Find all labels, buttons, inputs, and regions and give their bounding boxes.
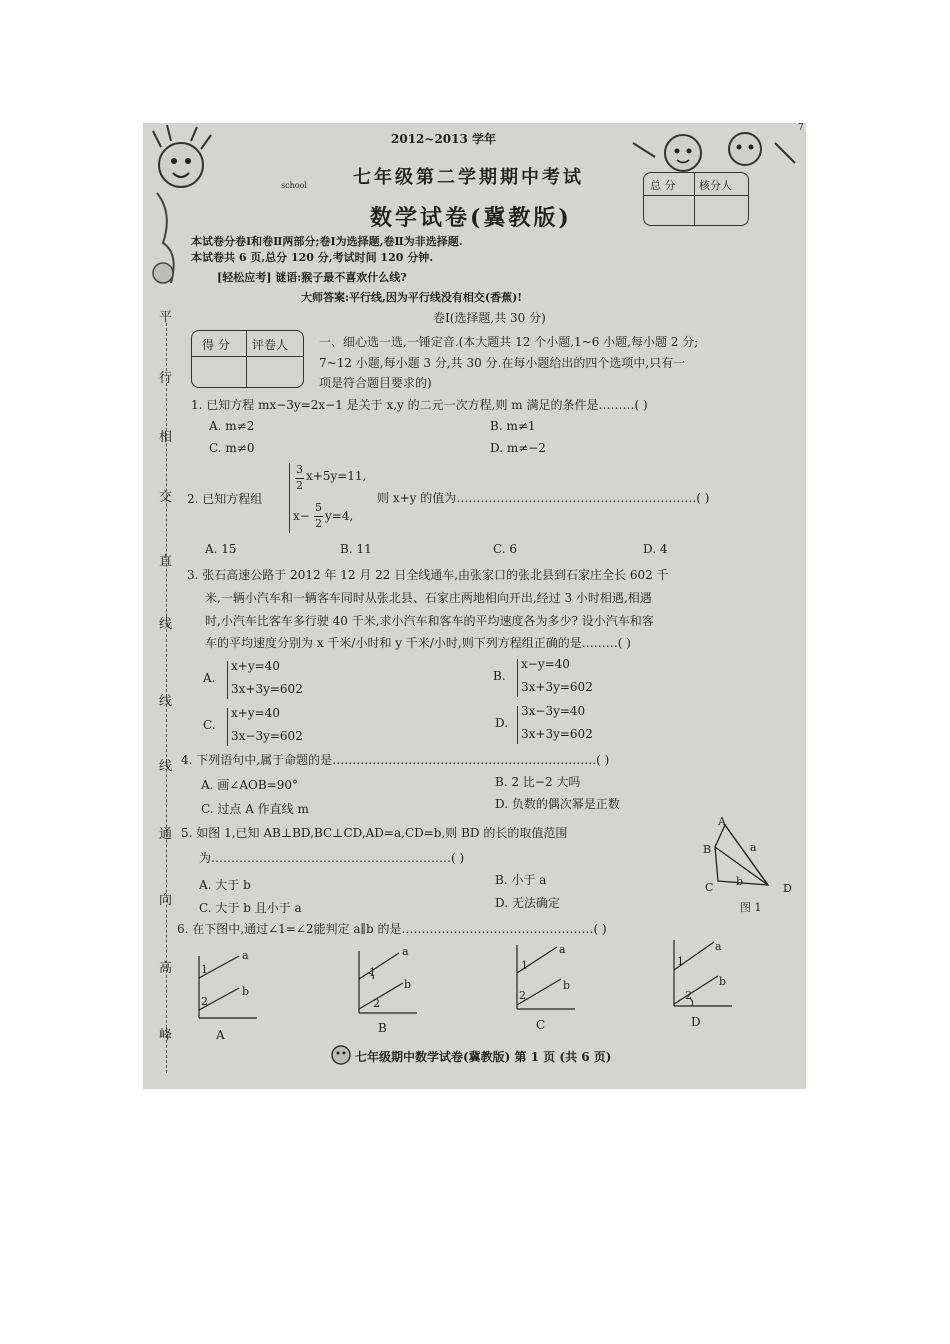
q6a-angle-1: 1: [201, 963, 208, 976]
q3-option-d-eq2: 3x+3y=602: [521, 727, 593, 741]
fig1-label-b-point: B: [703, 843, 712, 856]
fig1-label-a-side: a: [750, 841, 757, 854]
q3-line-4: 车的平均速度分别为 x 千米/小时和 y 千米/小时,则下列方程组正确的是………( ): [205, 636, 631, 650]
side-char-12: 峰: [159, 1028, 173, 1043]
q2-eq1-rest: x+5y=11,: [306, 469, 367, 483]
total-score-cell[interactable]: [645, 197, 693, 223]
grader-box: [191, 330, 304, 388]
q6b-angle-1: 1: [369, 966, 376, 979]
fig1-label-d-point: D: [783, 882, 792, 895]
side-char-9: 通: [159, 827, 173, 842]
q3-option-d-brace: [517, 706, 518, 744]
q2-prefix: 2. 已知方程组: [187, 492, 263, 506]
q6-diagram-a: [193, 948, 263, 1020]
q6-option-b[interactable]: B: [378, 1021, 387, 1035]
q6d-line-a: a: [715, 940, 722, 953]
total-score-table: [643, 172, 749, 226]
q3-option-d-eq1: 3x−3y=40: [521, 704, 586, 718]
checker-cell[interactable]: [696, 197, 746, 223]
q2-option-b[interactable]: B. 11: [340, 542, 372, 556]
q4-stem: 4. 下列语句中,属于命题的是…………………………………………………………( ): [181, 753, 610, 767]
q6d-angle-1: 1: [677, 955, 684, 968]
exam-page: [143, 123, 806, 1089]
grader-score-cell[interactable]: [193, 358, 245, 385]
q6c-angle-1: 1: [521, 959, 528, 972]
fig1-label-b-side: b: [736, 875, 744, 888]
q3-option-a-brace: [227, 661, 228, 699]
q2-option-c[interactable]: C. 6: [493, 542, 518, 556]
exam-subtitle: 数学试卷(冀教版): [370, 205, 572, 231]
q2-eq2-num: 5: [315, 501, 322, 514]
q6c-line-a: a: [559, 943, 566, 956]
fig1-label-c-point: C: [705, 881, 714, 894]
q1-option-b[interactable]: B. m≠1: [490, 419, 536, 433]
q1-stem: 1. 已知方程 mx−3y=2x−1 是关于 x,y 的二元一次方程,则 m 满足的条件是………( ): [191, 398, 648, 412]
part1-line-2: 7~12 小题,每小题 3 分,共 30 分.在每小题给出的四个选项中,只有一: [319, 356, 686, 370]
q1-option-a[interactable]: A. m≠2: [209, 419, 255, 433]
q6a-line-a: a: [242, 949, 249, 962]
q2-option-d[interactable]: D. 4: [643, 542, 668, 556]
footer-mascot-icon: [329, 1043, 353, 1067]
grader-score-label: 得 分: [202, 338, 230, 352]
q6a-angle-2: 2: [201, 995, 208, 1008]
total-score-label: 总 分: [650, 179, 676, 192]
intro-line-1: 本试卷分卷Ⅰ和卷Ⅱ两部分;卷Ⅰ为选择题,卷Ⅱ为非选择题.: [191, 235, 463, 248]
q3-option-d-label[interactable]: D.: [495, 716, 509, 730]
page-footer: 七年级期中数学试卷(冀教版) 第 1 页 (共 6 页): [355, 1050, 612, 1064]
q2-suffix: 则 x+y 的值为……………………………………………………( ): [377, 491, 710, 505]
q5-option-a[interactable]: A. 大于 b: [199, 878, 251, 892]
grader-name-cell[interactable]: [248, 358, 301, 385]
q5-option-b[interactable]: B. 小于 a: [495, 873, 547, 887]
q3-option-b-brace: [517, 659, 518, 697]
q4-option-c[interactable]: C. 过点 A 作直线 m: [201, 802, 309, 816]
q6-option-d[interactable]: D: [691, 1015, 701, 1029]
q4-option-b[interactable]: B. 2 比−2 大吗: [495, 775, 581, 789]
q6c-line-b: b: [563, 979, 571, 992]
q5-line-2: 为……………………………………………………( ): [199, 851, 465, 865]
side-char-7: 线: [159, 694, 173, 709]
q3-line-3: 时,小汽车比客车多行驶 40 千米,求小汽车和客车的平均速度各为多少? 设小汽车和客: [205, 614, 654, 628]
side-char-2: 行: [159, 371, 173, 386]
side-char-10: 向: [159, 893, 173, 908]
q6-diagram-d: [668, 938, 738, 1010]
side-char-1: 平: [159, 310, 173, 325]
q1-option-c[interactable]: C. m≠0: [209, 441, 255, 455]
exam-title: 七年级第二学期期中考试: [353, 167, 584, 188]
riddle-answer: 大师答案:平行线,因为平行线没有相交(香蕉)!: [301, 291, 523, 304]
fig1-label-a-point: A: [718, 815, 726, 828]
part1-line-3: 项是符合题目要求的): [319, 376, 432, 390]
q3-option-a-eq1: x+y=40: [231, 659, 280, 673]
q2-eq2-pre: x−: [293, 509, 310, 523]
q6-diagram-c: [511, 941, 581, 1013]
q5-option-d[interactable]: D. 无法确定: [495, 896, 560, 910]
q3-option-c-brace: [227, 708, 228, 746]
side-char-4: 交: [159, 490, 173, 505]
cartoon-kids-decoration: [143, 123, 223, 323]
q6b-line-b: b: [404, 978, 412, 991]
q1-option-d[interactable]: D. m≠−2: [490, 441, 546, 455]
q3-option-b-eq2: 3x+3y=602: [521, 680, 593, 694]
q6d-line-b: b: [719, 975, 727, 988]
q6d-angle-2: 2: [685, 989, 692, 1002]
q6b-line-a: a: [402, 945, 409, 958]
q6c-angle-2: 2: [519, 989, 526, 1002]
q6-option-c[interactable]: C: [536, 1018, 546, 1032]
q5-line-1: 5. 如图 1,已知 AB⊥BD,BC⊥CD,AD=a,CD=b,则 BD 的长的取值范围: [181, 826, 568, 840]
q2-eq2-den: 2: [315, 517, 322, 530]
school-word: school: [281, 181, 307, 190]
q2-eq2-rest: y=4,: [325, 509, 354, 523]
intro-line-2: 本试卷共 6 页,总分 120 分,考试时间 120 分钟.: [191, 251, 434, 264]
q2-option-a[interactable]: A. 15: [205, 542, 237, 556]
side-char-6: 线: [159, 617, 173, 632]
q3-option-b-label[interactable]: B.: [493, 669, 506, 683]
part1-line-1: 一、细心选一选,一锤定音.(本大题共 12 个小题,1~6 小题,每小题 2 分;: [319, 335, 699, 349]
side-char-11: 高: [159, 961, 173, 976]
side-char-8: 线: [159, 759, 173, 774]
q3-option-c-eq1: x+y=40: [231, 706, 280, 720]
q3-option-a-eq2: 3x+3y=602: [231, 682, 303, 696]
q5-option-c[interactable]: C. 大于 b 且小于 a: [199, 901, 302, 915]
q2-brace: [289, 463, 290, 533]
q2-eq1-den: 2: [296, 479, 303, 492]
q3-line-2: 米,一辆小汽车和一辆客车同时从张北县、石家庄两地相向开出,经过 3 小时相遇,相遇: [205, 591, 652, 605]
figure-1-caption: 图 1: [740, 901, 762, 914]
q6b-angle-2: 2: [373, 997, 380, 1010]
q3-option-c-eq2: 3x−3y=602: [231, 729, 303, 743]
q6-stem: 6. 在下图中,通过∠1=∠2能判定 a∥b 的是…………………………………………( ): [177, 922, 607, 936]
side-char-3: 相: [159, 430, 173, 445]
side-char-5: 直: [159, 554, 173, 569]
q6-diagram-b: [353, 943, 423, 1015]
checker-label: 核分人: [699, 179, 732, 192]
q3-option-b-eq1: x−y=40: [521, 657, 570, 671]
grader-name-label: 评卷人: [252, 338, 289, 352]
q6-option-a[interactable]: A: [216, 1028, 225, 1042]
q3-option-a-label[interactable]: A.: [203, 671, 216, 685]
section-title: 卷Ⅰ(选择题,共 30 分): [433, 311, 546, 325]
q6a-line-b: b: [242, 985, 250, 998]
school-year: 2012~2013 学年: [391, 132, 497, 146]
q4-option-a[interactable]: A. 画∠AOB=90°: [201, 778, 298, 792]
riddle-text: [轻松应考] 谜语:猴子最不喜欢什么线?: [217, 271, 407, 284]
q3-line-1: 3. 张石高速公路于 2012 年 12 月 22 日全线通车,由张家口的张北县到石家庄全长 602 千: [187, 568, 669, 582]
q3-option-c-label[interactable]: C.: [203, 718, 216, 732]
q2-eq1-num: 3: [296, 463, 303, 476]
page-number: 7: [798, 123, 804, 133]
q4-option-d[interactable]: D. 负数的偶次幂是正数: [495, 797, 620, 811]
